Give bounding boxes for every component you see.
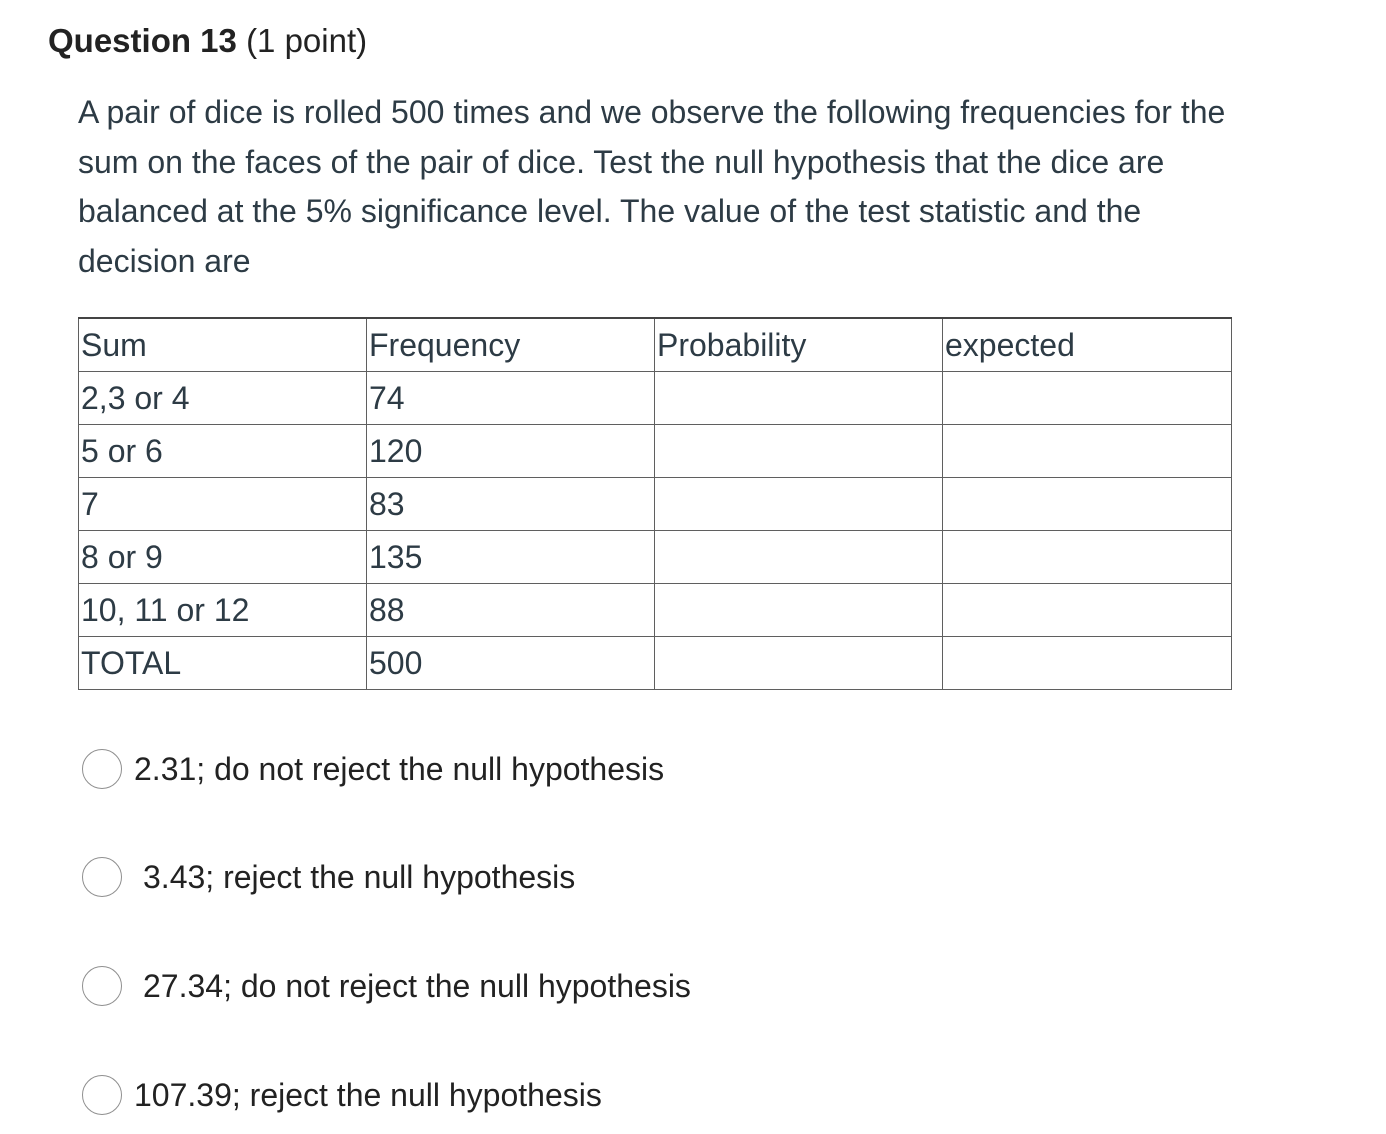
frequency-table xyxy=(78,317,1232,690)
cell-probability xyxy=(655,372,943,425)
cell-sum: TOTAL xyxy=(79,637,367,690)
cell-expected xyxy=(943,425,1232,478)
cell-sum: 7 xyxy=(79,478,367,531)
answer-option-label: 107.39; reject the null hypothesis xyxy=(134,1076,602,1113)
answer-option-1[interactable] xyxy=(82,747,664,791)
cell-frequency: 135 xyxy=(367,531,655,584)
cell-frequency: 500 xyxy=(367,637,655,690)
cell-expected xyxy=(943,478,1232,531)
cell-sum: 8 or 9 xyxy=(79,531,367,584)
cell-probability xyxy=(655,478,943,531)
cell-expected xyxy=(943,372,1232,425)
answer-option-2[interactable] xyxy=(82,855,575,899)
header-sum: Sum xyxy=(79,318,367,372)
cell-probability xyxy=(655,637,943,690)
cell-sum: 2,3 or 4 xyxy=(79,372,367,425)
radio-button[interactable] xyxy=(82,966,122,1006)
question-header xyxy=(48,22,367,60)
answer-option-3[interactable] xyxy=(82,964,691,1008)
cell-probability xyxy=(655,584,943,637)
radio-button[interactable] xyxy=(82,749,122,789)
answer-option-4[interactable] xyxy=(82,1073,602,1117)
header-probability: Probability xyxy=(655,318,943,372)
cell-probability xyxy=(655,531,943,584)
cell-frequency: 83 xyxy=(367,478,655,531)
cell-sum: 10, 11 or 12 xyxy=(79,584,367,637)
cell-sum: 5 or 6 xyxy=(79,425,367,478)
question-text: A pair of dice is rolled 500 times and we observe the following frequencies for the sum on the faces of the pair of dice. Test the null hypothesis that the dice are balanced at the 5% significance level. The value of the test statistic and the decision are xyxy=(78,94,1226,279)
cell-frequency: 120 xyxy=(367,425,655,478)
cell-expected xyxy=(943,637,1232,690)
cell-frequency: 74 xyxy=(367,372,655,425)
radio-button[interactable] xyxy=(82,857,122,897)
cell-frequency: 88 xyxy=(367,584,655,637)
answer-option-label: 3.43; reject the null hypothesis xyxy=(143,858,576,895)
cell-probability xyxy=(655,425,943,478)
question-title: Question 13 xyxy=(48,22,237,59)
table-row xyxy=(79,425,1232,478)
radio-button[interactable] xyxy=(82,1075,122,1115)
header-expected: expected xyxy=(943,318,1232,372)
answer-option-label: 27.34; do not reject the null hypothesis xyxy=(143,967,691,1004)
question-points: (1 point) xyxy=(246,22,368,59)
header-frequency: Frequency xyxy=(367,318,655,372)
table-row xyxy=(79,478,1232,531)
table-header-row xyxy=(79,318,1232,372)
table-row xyxy=(79,584,1232,637)
table-row xyxy=(79,372,1232,425)
cell-expected xyxy=(943,584,1232,637)
table-row xyxy=(79,531,1232,584)
table-row xyxy=(79,637,1232,690)
answer-option-label: 2.31; do not reject the null hypothesis xyxy=(134,750,665,787)
cell-expected xyxy=(943,531,1232,584)
